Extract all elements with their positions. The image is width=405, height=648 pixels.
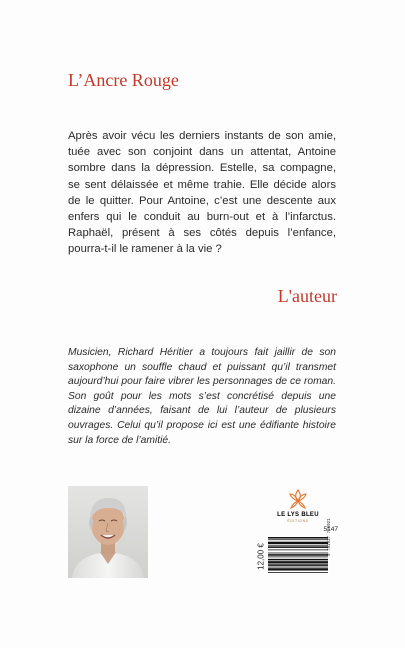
author-portrait-image	[68, 486, 148, 578]
isbn-number: 9 791037 776921	[328, 518, 332, 556]
author-bio: Musicien, Richard Héritier a toujours fait jaillir de son saxophone un souffle chaud et puissant qu’il transmet aujourd’hui pour faire vibrer les personnages de ce roman. Son goût pour les mots s’est concrétisé depuis une dizaine d’années, faisant de lui l’auteur de plusieurs ouvrages. Celui qu’il propose ici est une édifiante histoire sur la force de l’amitié.	[68, 347, 336, 446]
isbn-barcode	[266, 536, 330, 574]
publisher-logo	[275, 488, 321, 523]
book-price: 12,00 €	[256, 543, 266, 570]
book-summary: Après avoir vécu les derniers instants de son amie, tuée avec son conjoint dans un attentat, Antoine sombre dans la dépression. Estelle, sa compagne, se sent délaissée et même trahie. Elle décide alors de le quitter. Pour Antoine, c’est une descente aux enfers qui le conduit au burn-out et à l’infarctus. Raphaël, présent à ses côtés depuis l’enfance, pourra-t-il le ramener à la vie ?	[68, 130, 336, 256]
author-heading: L'auteur	[277, 286, 337, 306]
barcode-icon	[266, 536, 330, 574]
publisher-name: LE LYS BLEU	[277, 512, 319, 518]
publisher-subtitle: ÉDITIONS	[287, 519, 309, 523]
author-photo	[68, 486, 148, 578]
book-title: L’Ancre Rouge	[68, 70, 179, 90]
book-code: 5147	[323, 526, 338, 533]
lily-logo-icon	[287, 488, 309, 510]
